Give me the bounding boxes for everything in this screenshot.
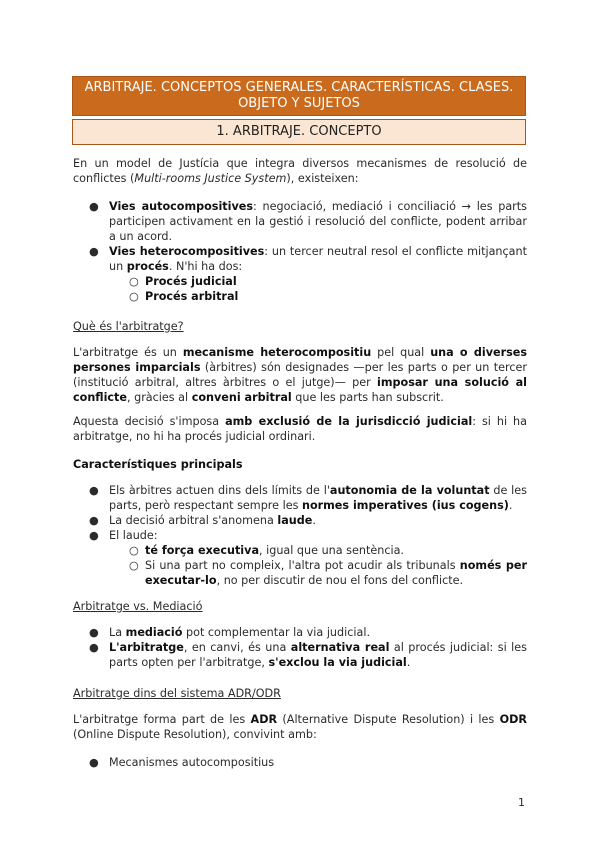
adr-list	[73, 755, 527, 770]
text: Aquesta decisió s'imposa	[73, 415, 226, 428]
vs-heading-block	[73, 599, 527, 614]
vs-list	[73, 625, 527, 670]
text: al procés judicial: si les parts opten per l'arbitratge,	[109, 641, 527, 669]
bold-text: conveni arbitral	[191, 391, 292, 404]
bold-text: laude	[277, 514, 313, 527]
caract-list	[73, 483, 527, 588]
text: : negociació, mediació i conciliació → les parts participen activament en la gestió i resolució del conflicte, podent arribar a un acord.	[109, 200, 527, 243]
section-heading: Arbitratge vs. Mediació	[73, 600, 203, 613]
text: El laude:	[109, 529, 158, 542]
bold-text: mediació	[125, 626, 183, 639]
bullet-icon: ●	[89, 245, 99, 258]
bold-text: una o diverses persones imparcials	[73, 346, 527, 374]
text: L'arbitratge forma part de les	[73, 713, 251, 726]
bold-text: només per executar-lo	[145, 559, 528, 587]
text: .	[508, 499, 513, 512]
section-heading: Arbitratge dins del sistema ADR/ODR	[73, 687, 281, 700]
bullet-icon: ●	[89, 756, 99, 769]
text: pel qual	[371, 346, 431, 359]
text: Els àrbitres actuen dins dels límits de l'	[109, 484, 330, 497]
text: ), existeixen:	[286, 172, 359, 185]
bold-text: s'exclou la via judicial	[268, 656, 407, 669]
text: L'arbitratge és un	[73, 346, 183, 359]
vies-list	[73, 199, 527, 304]
caract-heading-block	[73, 457, 527, 472]
document-title-banner	[72, 76, 526, 116]
text: , no per discutir de nou el fons del conflicte.	[216, 574, 464, 587]
circle-bullet-icon: ○	[129, 559, 139, 572]
que-heading-block	[73, 319, 527, 334]
circle-bullet-icon: ○	[129, 275, 139, 288]
text: La decisió arbitral s'anomena	[109, 514, 278, 527]
text: .	[312, 514, 316, 527]
bullet-icon: ●	[89, 641, 99, 654]
section-heading: Característiques principals	[73, 458, 243, 471]
text: de les parts, però respectant sempre les	[109, 484, 527, 512]
circle-bullet-icon: ○	[129, 290, 139, 303]
bullet-icon: ●	[89, 484, 99, 497]
text: En un model de Justícia que integra diversos mecanismes de resolució de conflictes (	[73, 157, 527, 185]
bold-text: Vies heterocompositives	[109, 245, 265, 258]
bold-text: Procés arbitral	[145, 290, 239, 303]
text: Mecanismes autocompositius	[109, 756, 275, 769]
text: .	[406, 656, 411, 669]
bold-text: ADR	[250, 713, 278, 726]
list-item	[73, 244, 527, 274]
bold-text: imposar una solució al conflicte	[73, 376, 527, 404]
sub-list-item	[73, 274, 527, 289]
bullet-icon: ●	[89, 626, 99, 639]
text: La	[109, 626, 126, 639]
bold-text: L'arbitratge	[109, 641, 184, 654]
text: , en canvi, és una	[183, 641, 291, 654]
bold-text: autonomia de la voluntat	[329, 484, 490, 497]
sub-list-item	[73, 543, 527, 558]
bold-text: alternativa real	[290, 641, 390, 654]
bold-text: procés	[126, 260, 169, 273]
que-paragraph-1	[73, 345, 527, 405]
bold-text: mecanisme heterocompositiu	[182, 346, 372, 359]
text: , gràcies al	[126, 391, 192, 404]
adr-paragraph	[73, 712, 527, 742]
sub-list-item	[73, 289, 527, 304]
bold-text: ODR	[499, 713, 528, 726]
section-heading: Què és l'arbitratge?	[73, 320, 184, 333]
intro-paragraph	[73, 156, 527, 186]
page-number: 1	[518, 796, 525, 809]
sub-list-item	[73, 558, 527, 588]
bullet-icon: ●	[89, 529, 99, 542]
bullet-icon: ●	[89, 514, 99, 527]
list-item	[73, 199, 527, 244]
circle-bullet-icon: ○	[129, 544, 139, 557]
text: , igual que una sentència.	[259, 544, 404, 557]
italic-text: Multi-rooms Justice System	[134, 172, 287, 185]
text: (àrbitres) són designades —per les parts o per un tercer (institució arbitral, altres àrbitres o el jutge)— per	[73, 361, 528, 389]
list-item	[73, 528, 527, 543]
section-title-banner	[72, 119, 526, 145]
text: : si hi ha arbitratge, no hi ha procés judicial ordinari.	[73, 415, 527, 443]
text: que les parts han subscrit.	[291, 391, 444, 404]
list-item	[73, 625, 527, 640]
bold-text: té força executiva	[145, 544, 259, 557]
text: : un tercer neutral resol el conflicte mitjançant un	[109, 245, 527, 273]
text: . N'hi ha dos:	[168, 260, 243, 273]
text: (Alternative Dispute Resolution) i les	[277, 713, 500, 726]
bold-text: Procés judicial	[145, 275, 237, 288]
list-item	[73, 483, 527, 513]
bold-text: Vies autocompositives	[109, 200, 254, 213]
text: (Online Dispute Resolution), convivint amb:	[73, 728, 317, 741]
text: Si una part no compleix, l'altra pot acudir als tribunals	[145, 559, 460, 572]
bold-text: normes imperatives (ius cogens)	[301, 499, 509, 512]
text: pot complementar la via judicial.	[182, 626, 371, 639]
list-item	[73, 640, 527, 670]
list-item	[73, 513, 527, 528]
section-title: 1. ARBITRAJE. CONCEPTO	[216, 124, 382, 139]
bold-text: amb exclusió de la jurisdicció judicial	[225, 415, 473, 428]
document-title: ARBITRAJE. CONCEPTOS GENERALES. CARACTERÍSTICAS. CLASES. OBJETO Y SUJETOS	[84, 80, 514, 111]
adr-heading-block	[73, 686, 527, 701]
bullet-icon: ●	[89, 200, 99, 213]
que-paragraph-2	[73, 414, 527, 444]
list-item	[73, 755, 527, 770]
